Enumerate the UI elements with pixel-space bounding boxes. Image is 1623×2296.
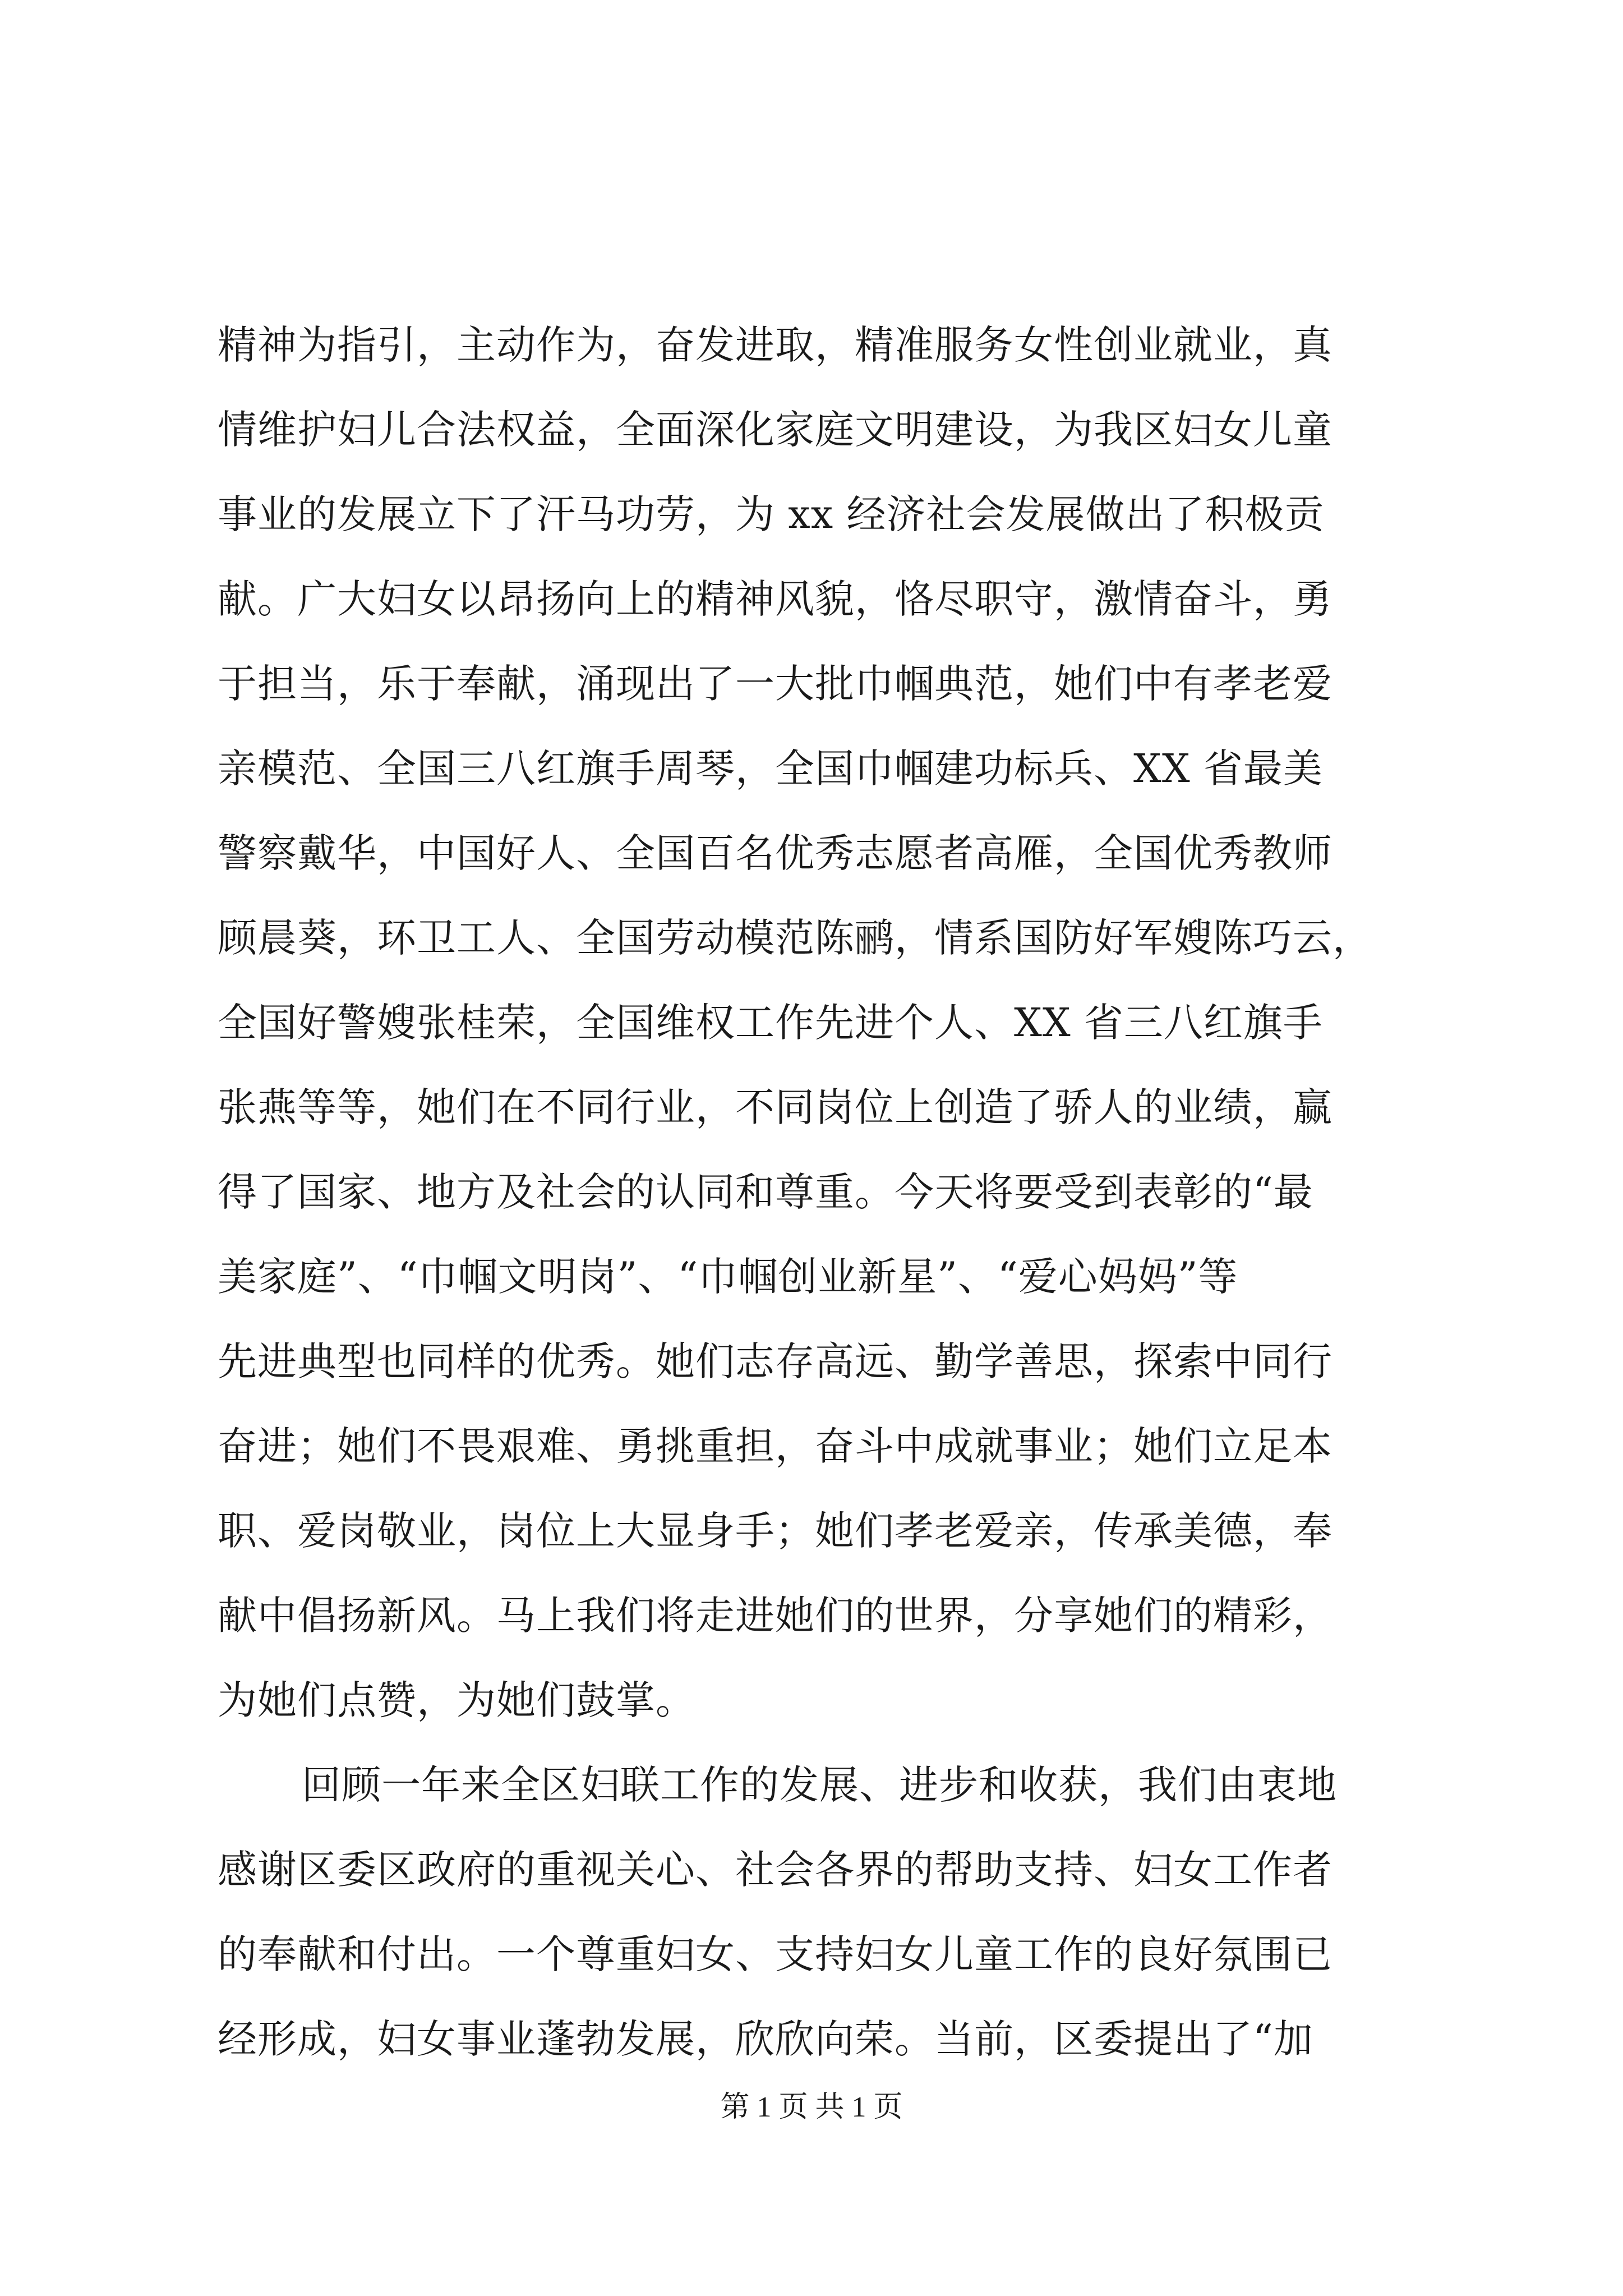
page-number-label: 第 1 页 共 1 页 xyxy=(720,2091,903,2123)
paragraph-start-line: 回顾一年来全区妇联工作的发展、进步和收获，我们由衷地 xyxy=(302,1762,1337,1808)
text-line: 全国好警嫂张桂荣，全国维权工作先进个人、XX 省三八红旗手 xyxy=(218,1000,1323,1046)
text-line: 献。广大妇女以昂扬向上的精神风貌，恪尽职守，激情奋斗，勇 xyxy=(218,576,1332,622)
text-line: 奋进；她们不畏艰难、勇挑重担，奋斗中成就事业；她们立足本 xyxy=(218,1423,1332,1469)
text-line: 先进典型也同样的优秀。她们志存高远、勤学善思，探索中同行 xyxy=(218,1338,1332,1384)
document-body xyxy=(218,303,1407,2082)
text-line: 献中倡扬新风。马上我们将走进她们的世界，分享她们的精彩， xyxy=(218,1593,1332,1639)
text-line: 于担当，乐于奉献，涌现出了一大批巾帼典范，她们中有孝老爱 xyxy=(218,661,1332,707)
text-line: 顾晨葵，环卫工人、全国劳动模范陈鹂，情系国防好军嫂陈巧云， xyxy=(218,915,1372,961)
text-line: 情维护妇儿合法权益，全面深化家庭文明建设，为我区妇女儿童 xyxy=(218,407,1332,453)
text-line: 精神为指引，主动作为，奋发进取，精准服务女性创业就业，真 xyxy=(218,322,1332,368)
text-line: 美家庭”、“巾帼文明岗”、“巾帼创业新星”、“爱心妈妈”等 xyxy=(218,1254,1238,1300)
text-line: 感谢区委区政府的重视关心、社会各界的帮助支持、妇女工作者 xyxy=(218,1847,1332,1893)
text-line: 得了国家、地方及社会的认同和尊重。今天将要受到表彰的“最 xyxy=(218,1169,1313,1215)
text-line: 亲模范、全国三八红旗手周琴，全国巾帼建功标兵、XX 省最美 xyxy=(218,746,1323,792)
text-line: 张燕等等，她们在不同行业，不同岗位上创造了骄人的业绩，赢 xyxy=(218,1084,1332,1130)
text-line: 的奉献和付出。一个尊重妇女、支持妇女儿童工作的良好氛围已 xyxy=(218,1931,1332,1977)
text-line: 为她们点赞，为她们鼓掌。 xyxy=(218,1677,695,1723)
text-line: 经形成，妇女事业蓬勃发展，欣欣向荣。当前，区委提出了“加 xyxy=(218,2016,1313,2062)
text-line: 警察戴华，中国好人、全国百名优秀志愿者高雁，全国优秀教师 xyxy=(218,830,1332,876)
text-line: 职、爱岗敬业，岗位上大显身手；她们孝老爱亲，传承美德，奉 xyxy=(218,1508,1332,1554)
page-footer xyxy=(0,2088,1623,2127)
text-line: 事业的发展立下了汗马功劳，为 xx 经济社会发展做出了积极贡 xyxy=(218,491,1325,537)
